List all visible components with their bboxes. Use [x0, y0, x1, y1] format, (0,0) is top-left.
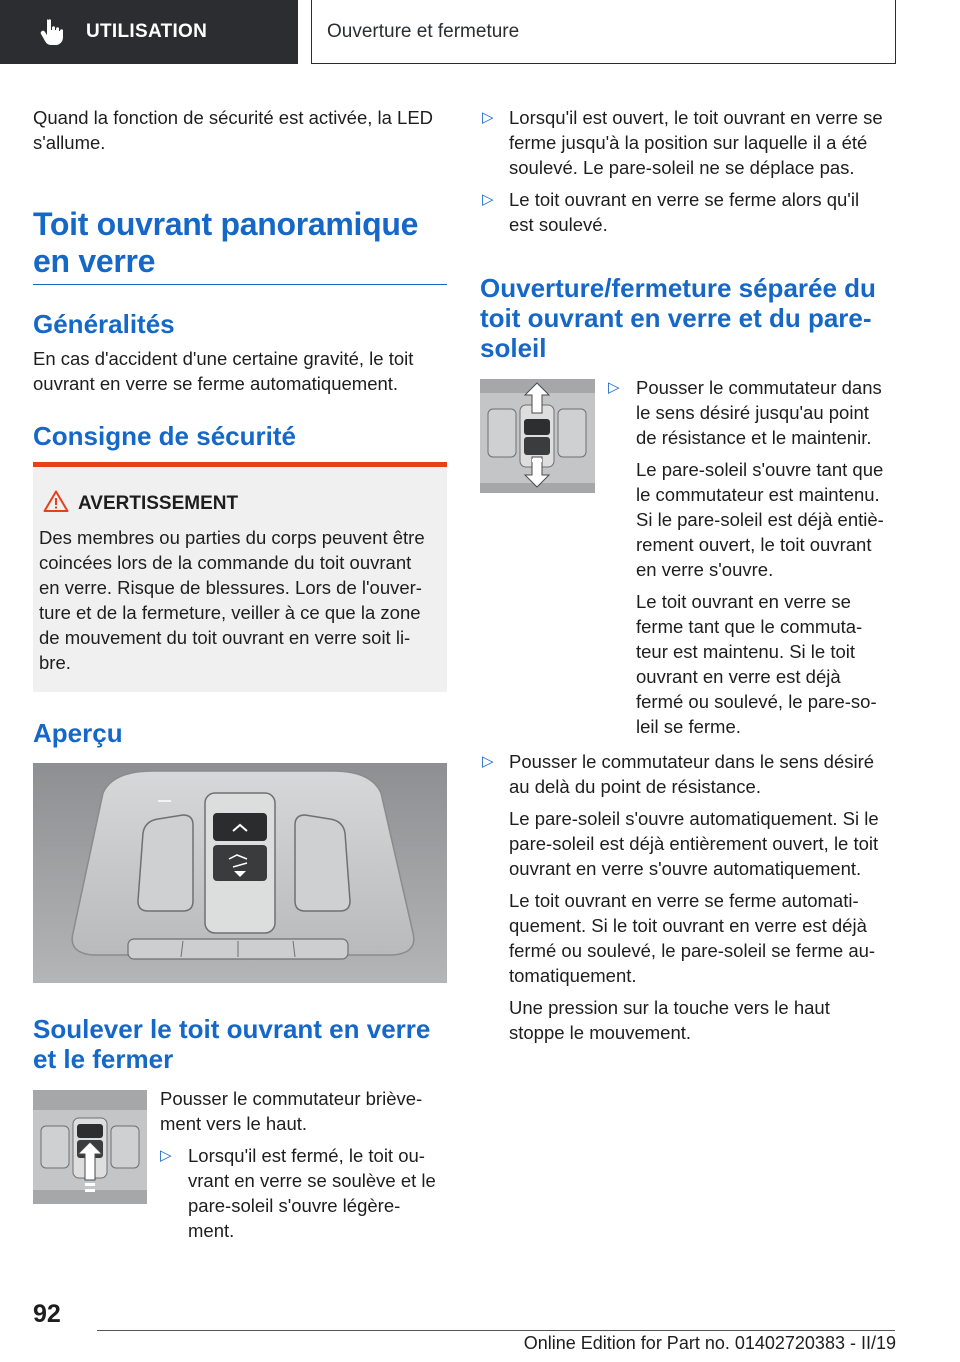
bullet-icon: ▷: [482, 753, 494, 770]
section-label: UTILISATION: [86, 21, 208, 42]
lift-switch-image: [33, 1090, 147, 1204]
warning-triangle-icon: [43, 490, 69, 517]
warning-box: [33, 462, 447, 692]
intro-text: Quand la fonction de sécurité est activée, la LED s'allume.: [33, 107, 434, 153]
separate-heading: Ouverture/fermeture séparée du toit ouvrant en verre et du pare- soleil: [480, 273, 876, 363]
right-bullet-1: Lorsqu'il est ouvert, le toit ouvrant en verre se ferme jusqu'à la position sur laquelle il a été soulevé. Le pare-soleil ne se déplace pas.: [509, 107, 883, 178]
bullet-icon: ▷: [482, 109, 494, 126]
footer-edition: Online Edition for Part no. 01402720383 - II/19: [523, 1333, 896, 1353]
safety-heading: Consigne de sécurité: [33, 421, 296, 451]
general-text: En cas d'accident d'une certaine gravité, le toit ouvrant en verre se ferme automatiquement.: [33, 348, 414, 394]
overview-heading: Aperçu: [33, 718, 123, 748]
warning-title: AVERTISSEMENT: [78, 493, 239, 514]
lift-text: Pousser le commutateur briève- ment vers le haut.: [160, 1088, 423, 1134]
section-tab[interactable]: [0, 0, 298, 64]
bullet-icon: ▷: [482, 191, 494, 208]
lift-bullet-text: Lorsqu'il est fermé, le toit ou- vrant en verre se soulève et le pare-soleil s'ouvre légère- ment.: [188, 1145, 436, 1241]
separate-switch-image: [480, 379, 595, 493]
chapter-title: Ouverture et fermeture: [311, 0, 896, 64]
right-bullet-4: Pousser le commutateur dans le sens désiré au delà du point de résistance. Le pare-soleil s'ouvre automatiquement. Si le pare-soleil est déjà entièrement ouvert, le toit ouvrant en verre s'ouvre automatiquement. Le toit ouvrant en verre se ferme automati- quement. Si le toit ouvrant en verre est déjà fermé ou soulevé, le pare-soleil se ferme au- tomatiquement. Une pression sur la touche vers le haut stoppe le mouvement.: [509, 751, 879, 1043]
right-bullet-2: Le toit ouvrant en verre se ferme alors qu'il est soulevé.: [509, 189, 860, 235]
right-bullet-3: Pousser le commutateur dans le sens désiré jusqu'au point de résistance et le maintenir. Le pare-soleil s'ouvre tant que le commutateur est maintenu. Si le pare-soleil est déjà entiè- rement ouvert, le toit ouvrant en verre s'ouvre. Le toit ouvrant en verre se ferme tant que le commuta- teur est maintenu. Si le toit ouvrant en verre est déjà fermé ou soulevé, le pare-so- leil se ferme.: [636, 377, 884, 737]
general-heading: Généralités: [33, 309, 175, 339]
overview-image: [33, 763, 447, 983]
warning-text: Des membres ou parties du corps peuvent être coincées lors de la commande du toit ouvrant en verre. Risque de blessures. Lors de l'ouver- ture et de la fermeture, veiller à ce que la zone de mouvement du toit ouvrant en verre soit li- bre.: [39, 527, 425, 673]
bullet-icon: ▷: [160, 1147, 172, 1164]
footer-rule: [97, 1330, 895, 1331]
hand-pointer-icon: [40, 18, 80, 46]
title-rule: [33, 284, 447, 285]
lift-heading: Soulever le toit ouvrant en verre et le fermer: [33, 1014, 431, 1074]
bullet-icon: ▷: [608, 379, 620, 396]
page-title: Toit ouvrant panoramique en verre: [33, 206, 419, 279]
page-number: 92: [33, 1300, 61, 1328]
